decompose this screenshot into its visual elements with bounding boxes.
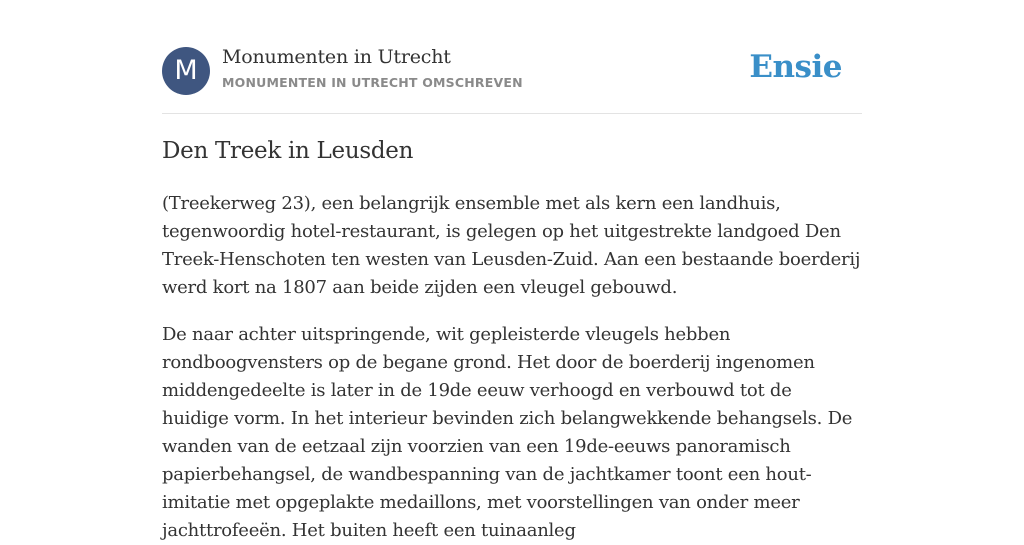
site-subtitle: MONUMENTEN IN UTRECHT OMSCHREVEN: [222, 75, 523, 90]
article-title: Den Treek in Leusden: [162, 138, 414, 164]
site-title[interactable]: Monumenten in Utrecht: [222, 46, 451, 68]
main-content: [162, 0, 862, 541]
article-paragraph-2: De naar achter uitspringende, wit gepleisterde vleugels hebben rondboogvensters op de begane grond. Het door de boerderij ingenomen middengedeelte is later in de 19de eeuw verhoogd en verbouwd tot de huidige vorm. In het interieur bevinden zich belangwekkende behangsels. De wanden van de eetzaal zijn voorzien van een 19de-eeuws panoramisch papierbehangsel, de wandbespanning van de jachtkamer toont een hout-imitatie met opgeplakte medaillons, met voorstellingen van onder meer jachttrofeeën. Het buiten heeft een tuinaanleg: [162, 324, 853, 541]
ensie-logo[interactable]: Ensie: [749, 49, 842, 85]
avatar[interactable]: M: [162, 47, 210, 95]
article-paragraph-1: (Treekerweg 23), een belangrijk ensemble met als kern een landhuis, tegenwoordig hotel-restaurant, is gelegen op het uitgestrekte landgoed Den Treek-Henschoten ten westen van Leusden-Zuid. Aan een bestaande boerderij werd kort na 1807 aan beide zijden een vleugel gebouwd.: [162, 193, 861, 298]
site-header: [162, 0, 862, 114]
